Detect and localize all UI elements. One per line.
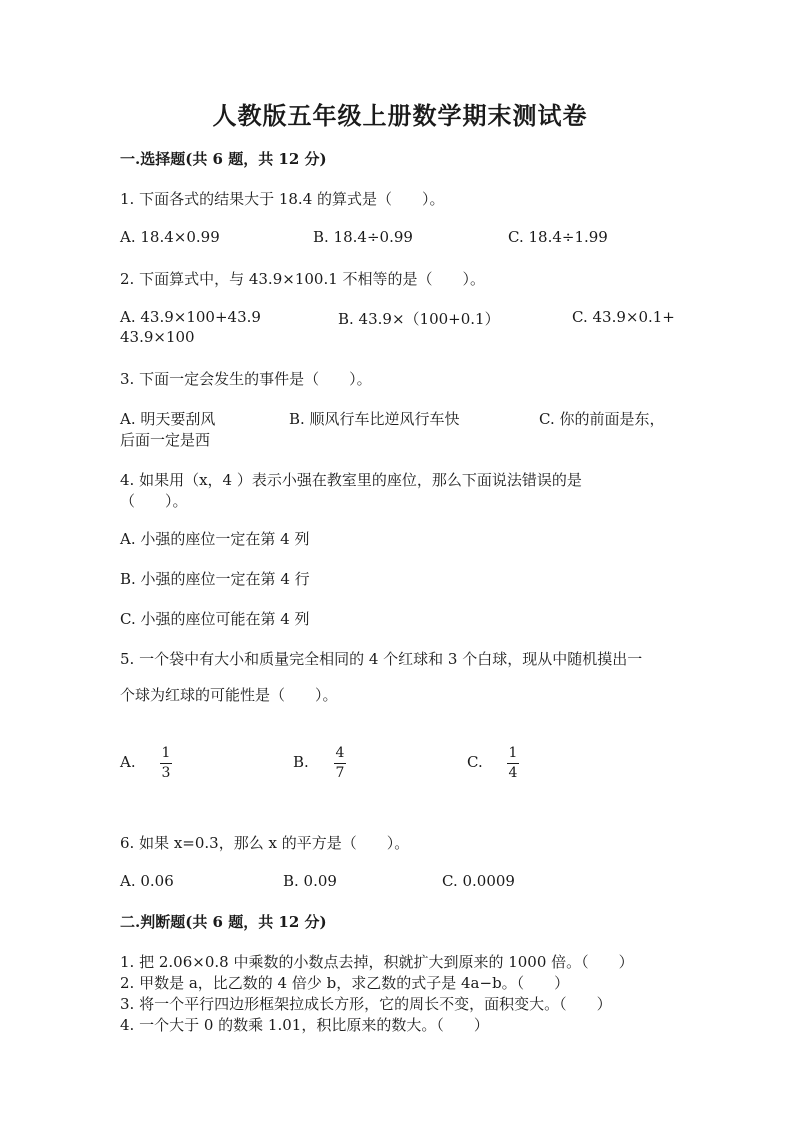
question-6-option-c: C. 0.0009	[442, 872, 515, 890]
question-3-option-c: C. 你的前面是东，	[539, 410, 665, 428]
question-4-option-c: C. 小强的座位可能在第 4 列	[120, 610, 310, 628]
question-6-option-a: A. 0.06	[120, 872, 174, 890]
fraction-denominator: 7	[335, 765, 345, 781]
question-1-option-b: B. 18.4÷0.99	[313, 228, 413, 246]
question-5-option-c-fraction	[507, 745, 519, 782]
question-4-stem-continued: （ ）。	[120, 492, 188, 510]
question-1-option-c: C. 18.4÷1.99	[508, 228, 608, 246]
question-4-option-a: A. 小强的座位一定在第 4 列	[120, 530, 310, 548]
question-4-stem: 4. 如果用（x，4 ）表示小强在教室里的座位，那么下面说法错误的是	[120, 471, 582, 489]
judgment-item-4: 4. 一个大于 0 的数乘 1.01，积比原来的数大。（ ）	[120, 1016, 489, 1034]
judgment-item-1: 1. 把 2.06×0.8 中乘数的小数点去掉，积就扩大到原来的 1000 倍。（ ）	[120, 953, 634, 971]
question-3-option-a: A. 明天要刮风	[120, 410, 216, 428]
section-heading-choice: 一.选择题(共 6 题，共 12 分)	[120, 150, 327, 168]
question-3-option-c-continued: 后面一定是西	[120, 431, 211, 449]
question-5-stem-continued: 个球为红球的可能性是（ ）。	[120, 686, 338, 704]
fraction-numerator: 1	[161, 745, 171, 761]
fraction-denominator: 3	[161, 765, 171, 781]
question-2-option-c-continued: 43.9×100	[120, 328, 195, 346]
question-4-option-b: B. 小强的座位一定在第 4 行	[120, 570, 310, 588]
question-2-option-a: A. 43.9×100+43.9	[120, 308, 261, 326]
fraction-bar	[334, 763, 346, 764]
page-title: 人教版五年级上册数学期末测试卷	[212, 101, 588, 130]
question-1-option-a: A. 18.4×0.99	[120, 228, 220, 246]
fraction-bar	[507, 763, 519, 764]
question-5-option-a-label: A.	[120, 753, 136, 771]
question-3-option-b: B. 顺风行车比逆风行车快	[289, 410, 460, 428]
section-heading-judgment: 二.判断题(共 6 题，共 12 分)	[120, 913, 327, 931]
question-2-option-b: B. 43.9×（100+0.1）	[338, 310, 500, 328]
judgment-item-3: 3. 将一个平行四边形框架拉成长方形，它的周长不变，面积变大。（ ）	[120, 995, 612, 1013]
question-5-option-b-fraction	[334, 745, 346, 782]
question-1-stem: 1. 下面各式的结果大于 18.4 的算式是（ ）。	[120, 190, 445, 208]
fraction-numerator: 4	[335, 745, 345, 761]
question-3-stem: 3. 下面一定会发生的事件是（ ）。	[120, 370, 372, 388]
fraction-denominator: 4	[508, 765, 518, 781]
question-2-option-c: C. 43.9×0.1+	[572, 308, 675, 326]
question-5-option-b-label: B.	[293, 753, 309, 771]
question-2-stem: 2. 下面算式中，与 43.9×100.1 不相等的是（ ）。	[120, 270, 486, 288]
question-5-option-c-label: C.	[467, 753, 483, 771]
question-5-stem: 5. 一个袋中有大小和质量完全相同的 4 个红球和 3 个白球，现从中随机摸出一	[120, 650, 643, 668]
question-6-stem: 6. 如果 x=0.3，那么 x 的平方是（ ）。	[120, 834, 410, 852]
fraction-numerator: 1	[508, 745, 518, 761]
fraction-bar	[160, 763, 172, 764]
judgment-item-2: 2. 甲数是 a，比乙数的 4 倍少 b，求乙数的式子是 4a−b。（ ）	[120, 974, 570, 992]
question-5-option-a-fraction	[160, 745, 172, 782]
question-6-option-b: B. 0.09	[283, 872, 337, 890]
